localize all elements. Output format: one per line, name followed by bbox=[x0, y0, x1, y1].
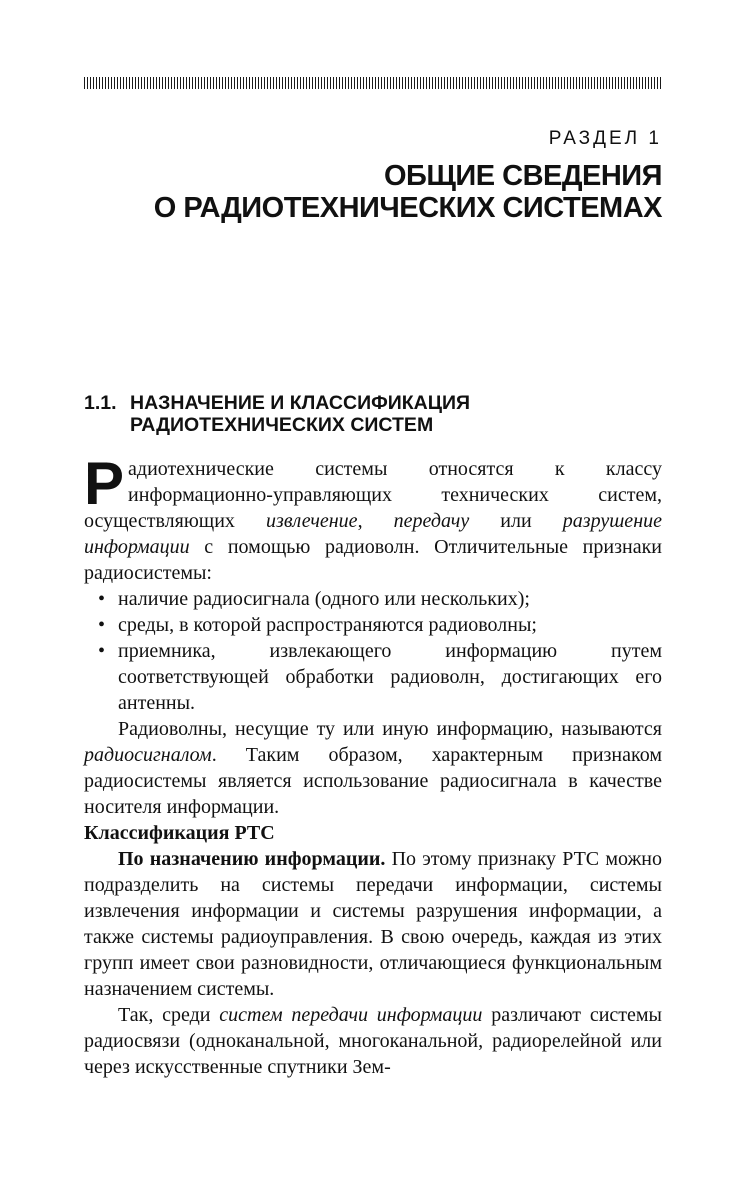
intro-emph-2: передачу bbox=[393, 510, 470, 532]
purpose-text: По этому признаку РТС можно подразделить на системы передачи информации, системы извлечения информации и системы разрушения информации, а также системы радиоуправления. В свою очередь, каждая из этих групп имеет свои разновидности, отличающиеся функциональным назначением системы. bbox=[84, 848, 662, 1000]
intro-text-2: , bbox=[357, 510, 394, 532]
intro-text-4: с помощью радиоволн. Отличительные признаки радиосистемы: bbox=[84, 536, 662, 584]
drop-cap: Р bbox=[84, 450, 125, 517]
intro-emph-3: разрушение информации bbox=[84, 510, 662, 558]
radiowaves-emph: радиосигналом bbox=[84, 744, 212, 766]
chapter-heading bbox=[84, 392, 470, 436]
list-item: • наличие радиосигнала (одного или нескольких); bbox=[98, 586, 662, 612]
list-item: • приемника, извлекающего информацию путем соответствующей обработки радиоволн, достигающих его антенны. bbox=[98, 638, 662, 716]
chapter-title-line-1: НАЗНАЧЕНИЕ И КЛАССИФИКАЦИЯ bbox=[130, 392, 471, 414]
radiowaves-text-1: Радиоволны, несущие ту или иную информацию, называются bbox=[118, 718, 662, 740]
chapter-number: 1.1. bbox=[84, 392, 117, 414]
transmission-text-1: Так, среди bbox=[118, 1004, 220, 1026]
classification-heading: Классификация РТС bbox=[84, 822, 275, 844]
intro-text-1: адиотехнические системы относятся к классу информационно-управляющих технических систем, осуществляющих bbox=[84, 458, 662, 532]
list-item: • среды, в которой распространяются радиоволны; bbox=[98, 612, 662, 638]
radiowaves-text-2: . Таким образом, характерным признаком радиосистемы является использование радиосигнала в качестве носителя информации. bbox=[84, 744, 662, 818]
purpose-lead: По назначению информации. bbox=[118, 848, 386, 870]
chapter-title-line-2: РАДИОТЕХНИЧЕСКИХ СИСТЕМ bbox=[130, 414, 434, 436]
features-list bbox=[84, 586, 662, 716]
intro-emph-1: извлечение bbox=[266, 510, 358, 532]
section-label: РАЗДЕЛ 1 bbox=[548, 128, 662, 149]
purpose-paragraph bbox=[84, 846, 662, 1002]
decorative-top-rule bbox=[84, 77, 662, 89]
radiowaves-paragraph bbox=[84, 716, 662, 820]
transmission-paragraph bbox=[84, 1002, 662, 1080]
intro-paragraph bbox=[84, 450, 662, 586]
transmission-emph: систем передачи информации bbox=[219, 1004, 483, 1026]
intro-text-3: или bbox=[469, 510, 563, 532]
part-title-line-1: ОБЩИЕ СВЕДЕНИЯ bbox=[383, 160, 662, 192]
body-text bbox=[84, 450, 662, 1080]
part-title-line-2: О РАДИОТЕХНИЧЕСКИХ СИСТЕМАХ bbox=[153, 192, 662, 224]
part-title bbox=[154, 160, 662, 224]
transmission-text-2: различают системы радиосвязи (одноканальной, многоканальной, радиорелейной или через искусственные спутники Зем- bbox=[84, 1004, 662, 1078]
